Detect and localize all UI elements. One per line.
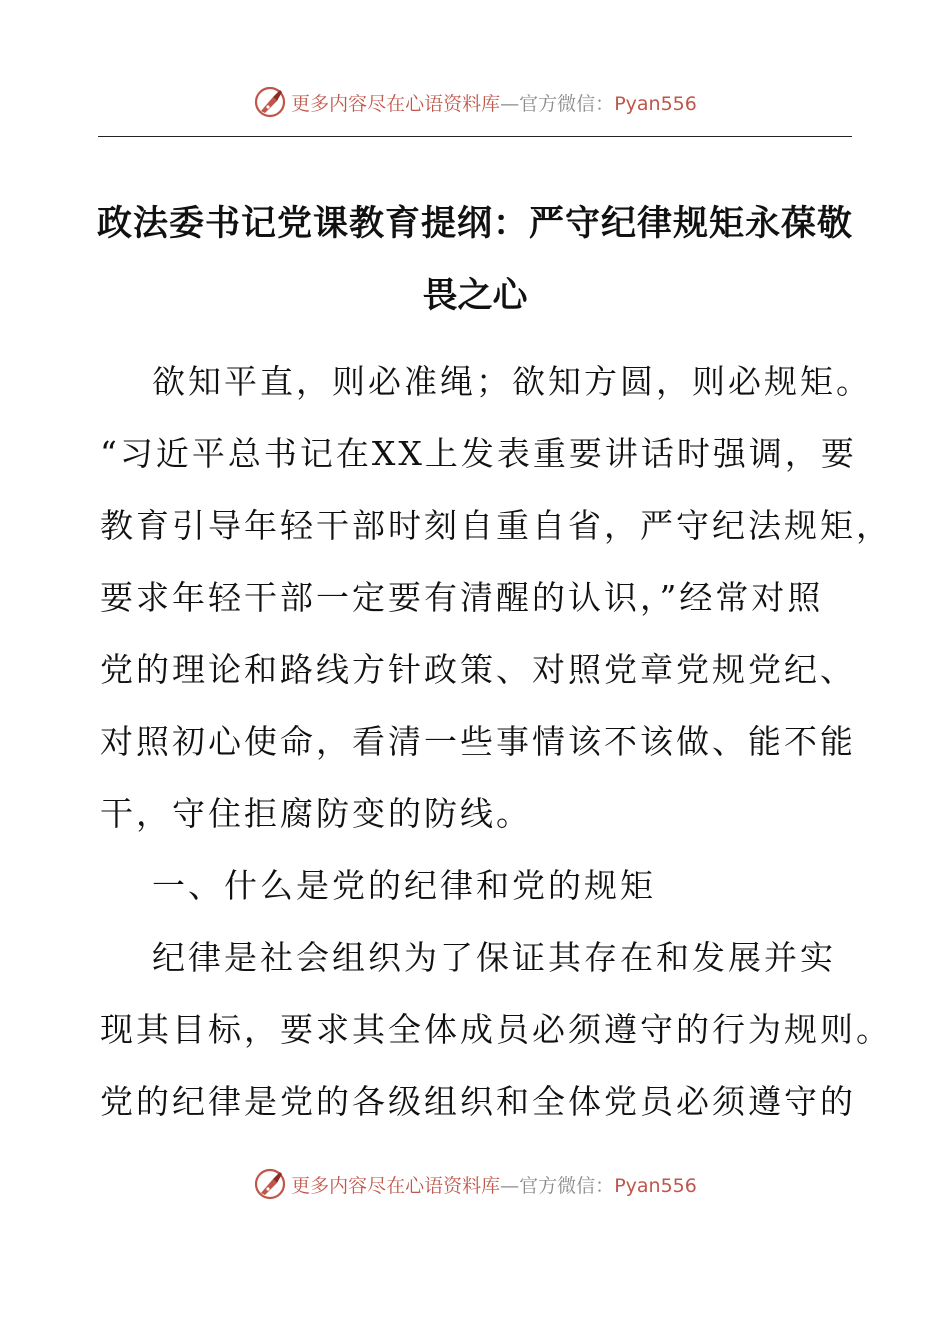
wechat-id: Pyan556 bbox=[614, 1174, 697, 1197]
banner-separator: — bbox=[500, 1174, 520, 1197]
body-line: 现其目标，要求其全体成员必须遵守的行为规则。 bbox=[100, 1010, 892, 1049]
body-line: 要求年轻干部一定要有清醒的认识，”经常对照 bbox=[100, 578, 824, 617]
body-text bbox=[100, 346, 892, 1138]
header-divider bbox=[98, 136, 852, 137]
banner-separator: — bbox=[500, 92, 520, 115]
body-line: 党的理论和路线方针政策、对照党章党规党纪、 bbox=[100, 650, 856, 689]
document-title-line-1: 政法委书记党课教育提纲：严守纪律规矩永葆敬 bbox=[96, 204, 853, 244]
banner-text bbox=[291, 1171, 697, 1198]
section-heading: 一、什么是党的纪律和党的规矩 bbox=[152, 866, 656, 905]
body-line: “习近平总书记在XX上发表重要讲话时强调，要 bbox=[100, 434, 857, 473]
wechat-label: 官方微信： bbox=[519, 92, 615, 115]
body-line: 党的纪律是党的各级组织和全体党员必须遵守的 bbox=[100, 1082, 856, 1121]
body-line: 欲知平直，则必准绳；欲知方圆，则必规矩。 bbox=[152, 362, 872, 401]
pen-nib-logo-icon bbox=[253, 85, 287, 119]
body-line: 干，守住拒腐防变的防线。 bbox=[100, 794, 532, 833]
header-banner bbox=[0, 82, 950, 122]
banner-main-text: 更多内容尽在心语资料库 bbox=[291, 92, 501, 115]
document-title-line-2: 畏之心 bbox=[422, 276, 528, 316]
wechat-id: Pyan556 bbox=[614, 92, 697, 115]
body-line: 教育引导年轻干部时刻自重自省，严守纪法规矩， bbox=[100, 506, 892, 545]
banner-text bbox=[291, 89, 697, 116]
footer-banner bbox=[0, 1164, 950, 1204]
pen-nib-logo-icon bbox=[253, 1167, 287, 1201]
body-line: 纪律是社会组织为了保证其存在和发展并实 bbox=[152, 938, 836, 977]
banner-main-text: 更多内容尽在心语资料库 bbox=[291, 1174, 501, 1197]
wechat-label: 官方微信： bbox=[519, 1174, 615, 1197]
body-line: 对照初心使命，看清一些事情该不该做、能不能 bbox=[100, 722, 856, 761]
